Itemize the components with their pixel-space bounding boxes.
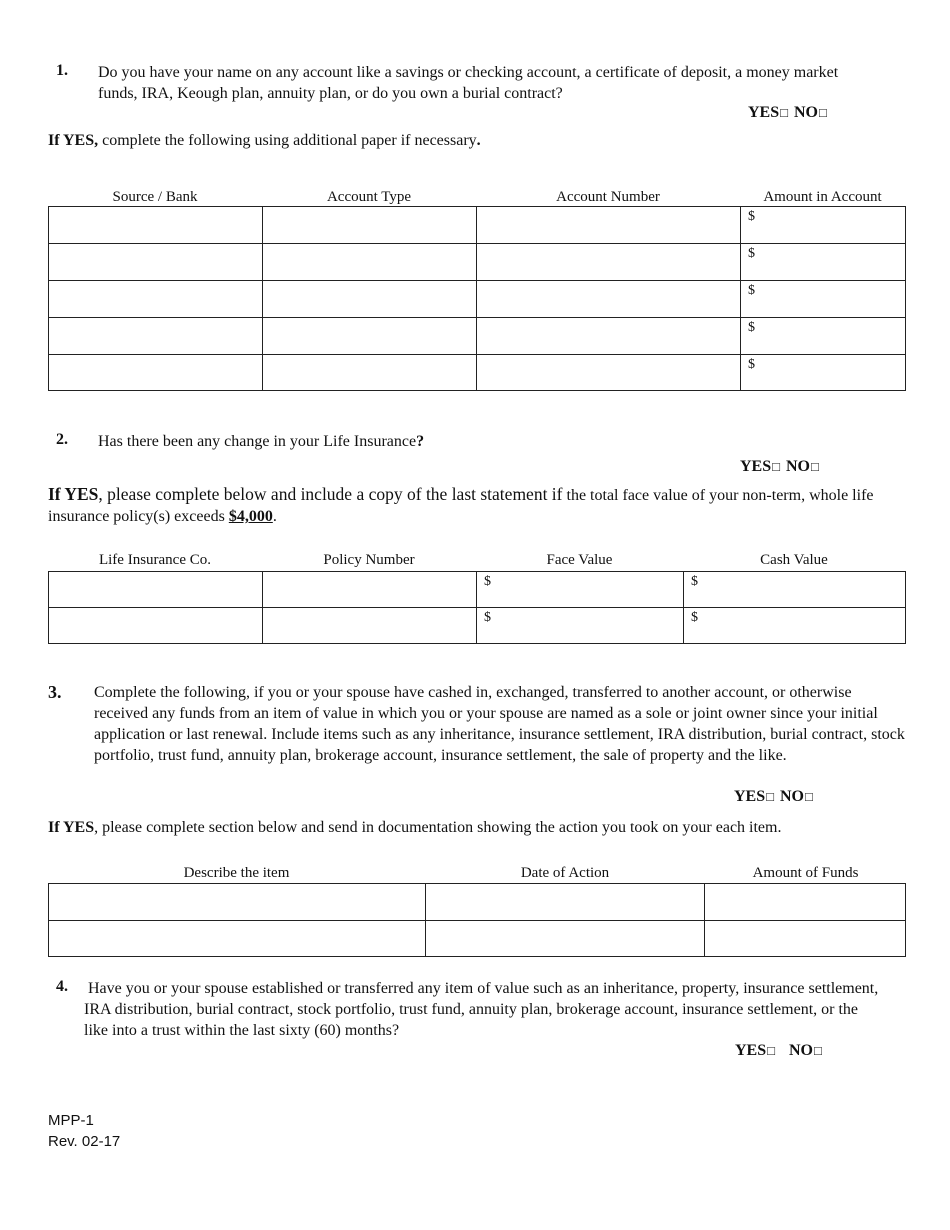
- q2-if-yes-large: , please complete below and include a copy of the last statement if: [98, 484, 563, 504]
- table-row: [49, 318, 906, 355]
- q1-cell-type[interactable]: [263, 207, 477, 244]
- q4-yes-no: [735, 1042, 824, 1060]
- q1-cell-amount[interactable]: [741, 207, 906, 244]
- q1-cell-type[interactable]: [263, 244, 477, 281]
- q1-yes-label: YES: [748, 104, 780, 121]
- q2-if-yes-end: .: [272, 508, 277, 525]
- q2-number: 2.: [56, 431, 68, 448]
- q1-if-yes-end: .: [476, 132, 481, 149]
- q3-cell-date[interactable]: [425, 884, 705, 921]
- q3-cell-date[interactable]: [425, 921, 705, 957]
- table-row: [49, 884, 906, 921]
- q3-if-yes-instructions: [48, 819, 781, 837]
- q1-yes-no: [748, 104, 829, 122]
- dollar-sign: $: [691, 574, 698, 589]
- q2-text-end: ?: [416, 433, 425, 450]
- q2-threshold-amount: $4,000: [228, 508, 273, 525]
- q1-header-account-type: Account Type: [326, 189, 412, 205]
- q1-number: 1.: [56, 62, 68, 79]
- q1-cell-amount[interactable]: [741, 355, 906, 391]
- q2-cell-face-value[interactable]: [477, 608, 684, 644]
- q2-yes-no: [740, 458, 821, 476]
- form-revision: Rev. 02-17: [48, 1133, 121, 1150]
- dollar-sign: $: [748, 209, 755, 224]
- q4-yes-checkbox[interactable]: □: [767, 1043, 775, 1058]
- q2-cell-policy[interactable]: [263, 608, 477, 644]
- table-row: [49, 244, 906, 281]
- q1-cell-type[interactable]: [263, 281, 477, 318]
- table-row: [49, 355, 906, 391]
- q2-no-checkbox[interactable]: □: [810, 459, 819, 474]
- q2-if-yes-text: the total face value of your non-term, whole life insurance policy(s) exceeds: [48, 487, 874, 525]
- dollar-sign: $: [484, 574, 491, 589]
- q3-number: 3.: [48, 682, 62, 702]
- q1-cell-amount[interactable]: [741, 281, 906, 318]
- q3-yes-checkbox[interactable]: □: [766, 789, 774, 804]
- q4-no-checkbox[interactable]: □: [813, 1043, 822, 1058]
- table-row: [49, 281, 906, 318]
- q1-text: Do you have your name on any account like a savings or checking account, a certificate of deposit, a money market funds, IRA, Keough plan, annuity plan, or do you own a burial contract?: [98, 64, 839, 102]
- q4-text: Have you or your spouse established or transferred any item of value such as an inheritance, property, insurance settlement, IRA distribution, burial contract, stock portfolio, trust fund, annuity plan, brokerage account, insurance settlement, or the like into a trust within the last sixty (60) months?: [84, 980, 879, 1039]
- q4-yes-label: YES: [735, 1042, 767, 1059]
- q4-no-label: NO: [788, 1042, 813, 1059]
- q3-cell-amount[interactable]: [705, 921, 906, 957]
- q2-text: Has there been any change in your Life Insurance: [98, 433, 417, 450]
- table-row: [49, 608, 906, 644]
- q1-header-amount: Amount in Account: [763, 189, 882, 205]
- q3-header-amount: Amount of Funds: [752, 865, 859, 881]
- q3-funds-table: [48, 883, 906, 957]
- q2-cell-company[interactable]: [49, 572, 263, 608]
- q2-insurance-table: [48, 571, 906, 644]
- q1-cell-source[interactable]: [49, 281, 263, 318]
- q3-header-date: Date of Action: [520, 865, 610, 881]
- q1-cell-source[interactable]: [49, 244, 263, 281]
- table-row: [49, 921, 906, 957]
- q1-no-checkbox[interactable]: □: [818, 105, 827, 120]
- q1-cell-type[interactable]: [263, 318, 477, 355]
- q1-if-yes-instructions: [48, 132, 481, 150]
- q2-header-company: Life Insurance Co.: [98, 552, 212, 568]
- table-row: [49, 572, 906, 608]
- q1-if-yes-bold: If YES,: [48, 132, 99, 149]
- q2-yes-label: YES: [740, 458, 772, 475]
- q3-if-yes-bold: If YES: [48, 819, 95, 836]
- q2-no-label: NO: [785, 458, 810, 475]
- q2-question: [98, 431, 424, 452]
- q2-cell-cash-value[interactable]: [684, 572, 906, 608]
- q1-accounts-table: [48, 206, 906, 391]
- q3-cell-amount[interactable]: [705, 884, 906, 921]
- dollar-sign: $: [691, 610, 698, 625]
- q2-header-cash-value: Cash Value: [760, 552, 828, 568]
- table-row: [49, 207, 906, 244]
- q2-header-face-value: Face Value: [546, 552, 613, 568]
- q3-no-checkbox[interactable]: □: [804, 789, 813, 804]
- q2-if-yes-bold: If YES: [48, 484, 99, 504]
- q2-yes-checkbox[interactable]: □: [772, 459, 780, 474]
- q3-if-yes-text: , please complete section below and send in documentation showing the action you took on your each item.: [94, 819, 782, 836]
- q1-cell-number[interactable]: [477, 281, 741, 318]
- q2-cell-cash-value[interactable]: [684, 608, 906, 644]
- q2-cell-policy[interactable]: [263, 572, 477, 608]
- q1-cell-type[interactable]: [263, 355, 477, 391]
- q1-cell-source[interactable]: [49, 355, 263, 391]
- dollar-sign: $: [484, 610, 491, 625]
- q1-if-yes-text: complete the following using additional paper if necessary: [98, 132, 477, 149]
- q3-cell-describe[interactable]: [49, 884, 426, 921]
- q3-header-describe: Describe the item: [183, 865, 290, 881]
- q1-cell-source[interactable]: [49, 318, 263, 355]
- q1-header-source-bank: Source / Bank: [112, 189, 198, 205]
- q3-yes-no: [734, 788, 815, 806]
- q1-cell-source[interactable]: [49, 207, 263, 244]
- q2-header-policy-number: Policy Number: [323, 552, 415, 568]
- q2-if-yes-instructions: [48, 484, 878, 527]
- dollar-sign: $: [748, 320, 755, 335]
- dollar-sign: $: [748, 246, 755, 261]
- q2-cell-company[interactable]: [49, 608, 263, 644]
- q1-cell-number[interactable]: [477, 318, 741, 355]
- dollar-sign: $: [748, 283, 755, 298]
- q3-text: Complete the following, if you or your spouse have cashed in, exchanged, transferred to another account, or otherwise received any funds from an item of value in which you or your spouse are named as a sole or joint owner since your initial application or last renewal. Include items such as any inheritance, insurance settlement, IRA distribution, burial contract, stock portfolio, trust fund, annuity plan, brokerage account, insurance settlement, the sale of property and the like.: [94, 684, 905, 764]
- q3-no-label: NO: [779, 788, 804, 805]
- q1-cell-amount[interactable]: [741, 318, 906, 355]
- form-id: MPP-1: [48, 1112, 94, 1129]
- q1-cell-number[interactable]: [477, 244, 741, 281]
- q2-cell-face-value[interactable]: [477, 572, 684, 608]
- q1-yes-checkbox[interactable]: □: [780, 105, 788, 120]
- q1-no-label: NO: [793, 104, 818, 121]
- q1-header-account-number: Account Number: [556, 189, 660, 205]
- dollar-sign: $: [748, 357, 755, 372]
- q3-yes-label: YES: [734, 788, 766, 805]
- q1-cell-number[interactable]: [477, 207, 741, 244]
- q3-cell-describe[interactable]: [49, 921, 426, 957]
- q1-cell-number[interactable]: [477, 355, 741, 391]
- q4-number: 4.: [56, 978, 68, 995]
- q1-cell-amount[interactable]: [741, 244, 906, 281]
